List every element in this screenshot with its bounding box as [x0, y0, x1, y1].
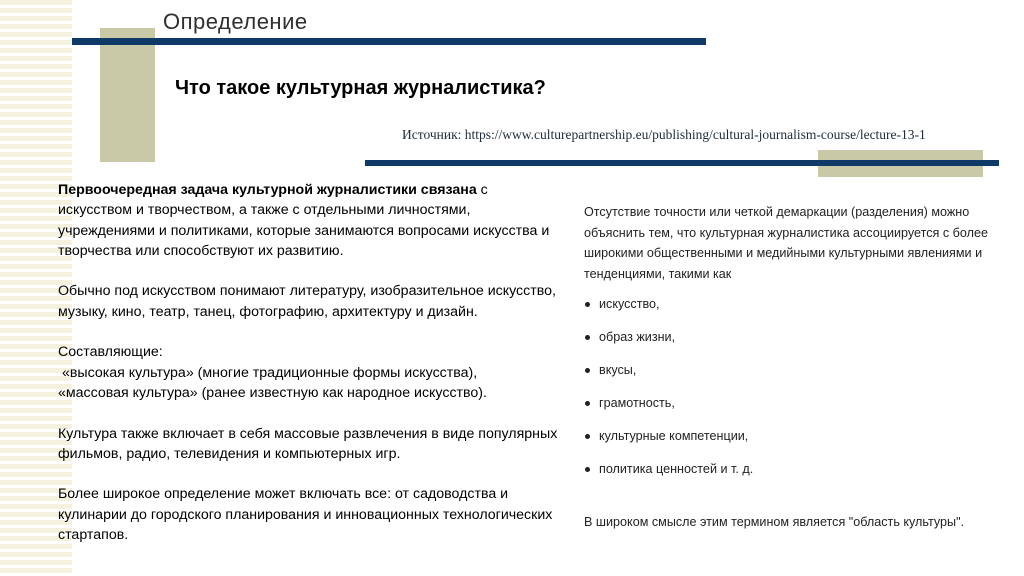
phenomena-list: [584, 294, 1004, 492]
source-divider-bar: [365, 160, 999, 166]
bullet-icon: [585, 302, 590, 307]
right-outro: В широком смысле этим термином является "область культуры".: [584, 515, 965, 529]
source-citation: Источник: https://www.culturepartnership.eu/publishing/cultural-journalism-course/lecture-13-1: [402, 127, 926, 142]
paragraph-1-rest: с искусством и творчеством, а также с отдельными личностями, учреждениями и политиками, которые занимаются вопросами искусства и творчества или способствуют их развитию.: [58, 182, 550, 259]
paragraph-1: [58, 180, 563, 261]
bullet-icon: [585, 335, 590, 340]
bullet-icon: [585, 401, 590, 406]
components-mass-culture: «массовая культура» (ранее известную как народное искусство).: [58, 384, 487, 401]
bullet-icon: [585, 368, 590, 373]
paragraph-4: Культура также включает в себя массовые развлечения в виде популярных фильмов, радио, телевидения и компьютерных игр.: [58, 425, 558, 462]
decorative-block-top: [100, 28, 155, 162]
list-item: культурные компетенции,: [584, 426, 1004, 459]
list-item: искусство,: [584, 294, 1004, 327]
bullet-icon: [585, 434, 590, 439]
title-underline-bar: [72, 38, 706, 45]
right-text-column: [584, 202, 1004, 529]
page-title: Определение: [163, 9, 308, 34]
paragraph-3: [58, 342, 563, 403]
list-item: грамотность,: [584, 393, 1004, 426]
left-text-column: [58, 180, 563, 545]
list-item: образ жизни,: [584, 327, 1004, 360]
components-high-culture: «высокая культура» (многие традиционные формы искусства),: [58, 364, 478, 381]
list-item: вкусы,: [584, 360, 1004, 393]
paragraph-2: Обычно под искусством понимают литературу, изобразительное искусство, музыку, кино, театр, танец, фотографию, архитектуру и дизайн.: [58, 283, 556, 320]
paragraph-1-bold: Первоочередная задача культурной журналистики связана: [58, 182, 477, 198]
components-heading: Составляющие:: [58, 344, 163, 361]
bullet-icon: [585, 467, 590, 472]
paragraph-5: Более широкое определение может включать все: от садоводства и кулинарии до городского планирования и инновационных технологических стартапов.: [58, 486, 553, 544]
list-item: политика ценностей и т. д.: [584, 459, 1004, 492]
page-subtitle: Что такое культурная журналистика?: [175, 77, 546, 99]
right-intro: Отсутствие точности или четкой демаркации (разделения) можно объяснить тем, что культурная журналистика ассоциируется с более широкими общественными и медийными культурными явлениями и тенденциями, такими как: [584, 205, 988, 281]
